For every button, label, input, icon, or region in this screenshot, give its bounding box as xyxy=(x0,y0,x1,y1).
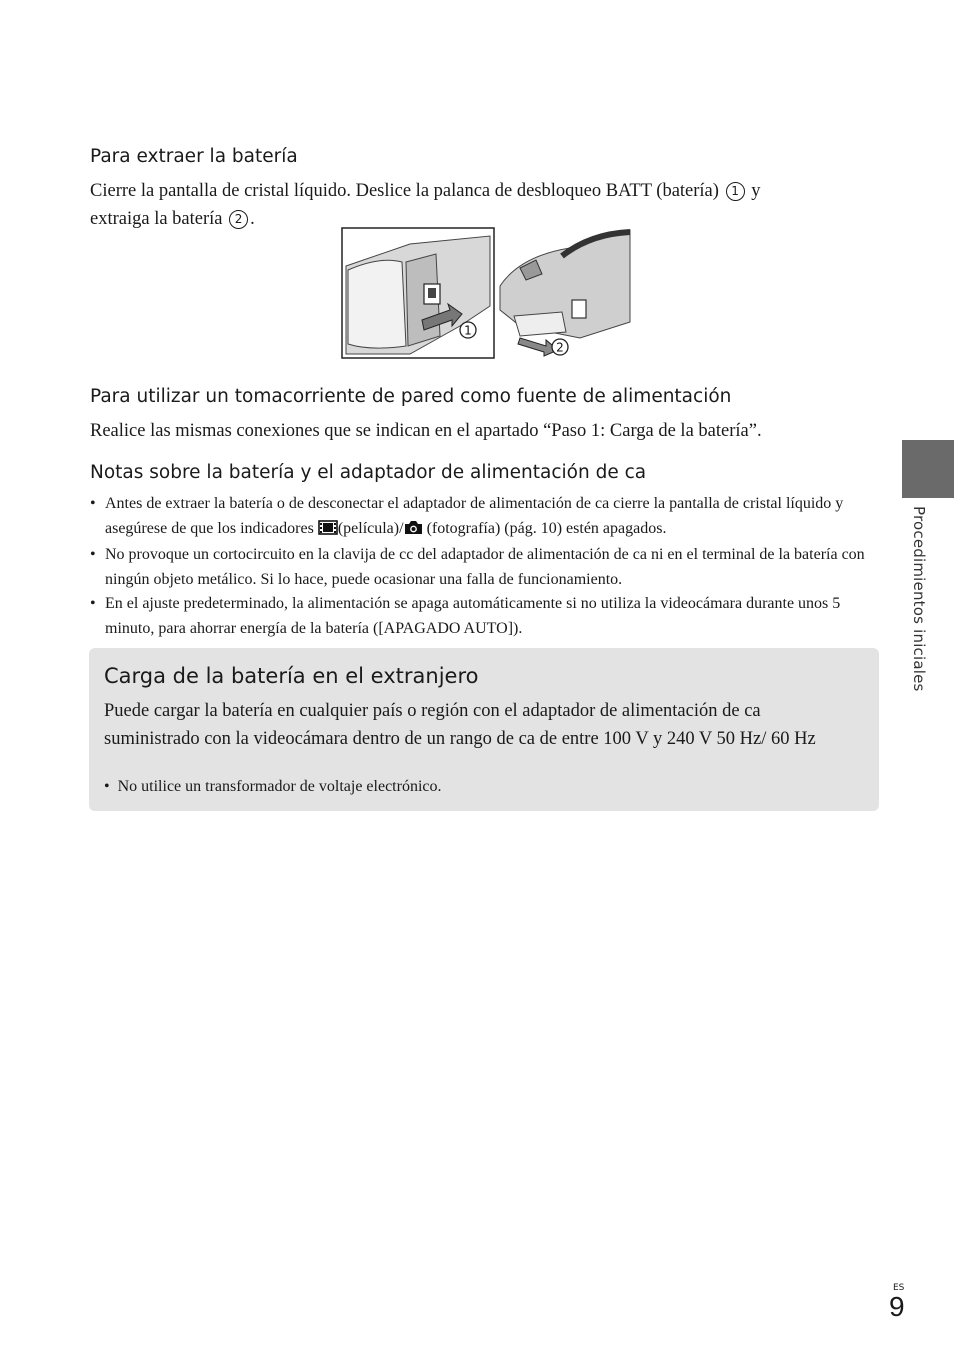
text: extraiga la batería xyxy=(90,209,223,229)
marker-1: 1 xyxy=(726,182,745,201)
notes-list xyxy=(90,492,885,641)
section-tab-label: Procedimientos iniciales xyxy=(910,506,928,692)
list-item: • No provoque un cortocircuito en la clavija de cc del adaptador de alimentación de ca ni en el terminal de la batería con ningún objeto metálico. Si lo hace, puede ocasionar una falla de funcionamiento. xyxy=(90,543,885,592)
page-number: 9 xyxy=(889,1291,905,1322)
text: . xyxy=(250,209,255,229)
box-body: Puede cargar la batería en cualquier país o región con el adaptador de alimentación de ca suministrado con la videocámara dentro de un rango de ca de entre 100 V y 240 V 50 Hz/ 60 Hz xyxy=(104,701,816,749)
figure-label-1: 1 xyxy=(464,323,472,338)
movie-icon xyxy=(318,519,338,544)
text: Antes de extraer la batería o de desconectar el adaptador de alimentación de ca cierre la pantalla de cristal líquido y asegúrese de que los indicadores xyxy=(105,495,844,537)
paragraph-wall-outlet: Realice las mismas conexiones que se indican en el apartado “Paso 1: Carga de la batería”. xyxy=(90,421,762,441)
box-note: • No utilice un transformador de voltaje electrónico. xyxy=(104,778,442,795)
paragraph-remove-battery xyxy=(90,177,880,233)
camera-icon xyxy=(404,519,423,544)
text: (película)/ xyxy=(337,519,404,537)
language-code: ES xyxy=(893,1283,905,1293)
figure-label-2: 2 xyxy=(556,340,564,355)
marker-2: 2 xyxy=(229,210,248,229)
section-tab xyxy=(902,440,954,498)
text: No utilice un transformador de voltaje electrónico. xyxy=(117,778,442,795)
list-item xyxy=(90,492,885,543)
text: Cierre la pantalla de cristal líquido. Deslice la palanca de desbloqueo BATT (batería) xyxy=(90,181,719,201)
heading-remove-battery: Para extraer la batería xyxy=(90,146,298,167)
abroad-charging-box xyxy=(89,648,879,811)
illustration-svg xyxy=(340,226,632,360)
battery-removal-illustration xyxy=(340,226,632,360)
heading-wall-outlet: Para utilizar un tomacorriente de pared como fuente de alimentación xyxy=(90,386,732,407)
text: (fotografía) (pág. 10) estén apagados. xyxy=(426,519,667,537)
list-item: • En el ajuste predeterminado, la alimentación se apaga automáticamente si no utiliza la videocámara durante unos 5 minuto, para ahorrar energía de la batería ([APAGADO AUTO]). xyxy=(90,592,885,641)
heading-notes: Notas sobre la batería y el adaptador de alimentación de ca xyxy=(90,462,647,483)
text: y xyxy=(751,181,761,201)
box-title: Carga de la batería en el extranjero xyxy=(104,664,479,688)
